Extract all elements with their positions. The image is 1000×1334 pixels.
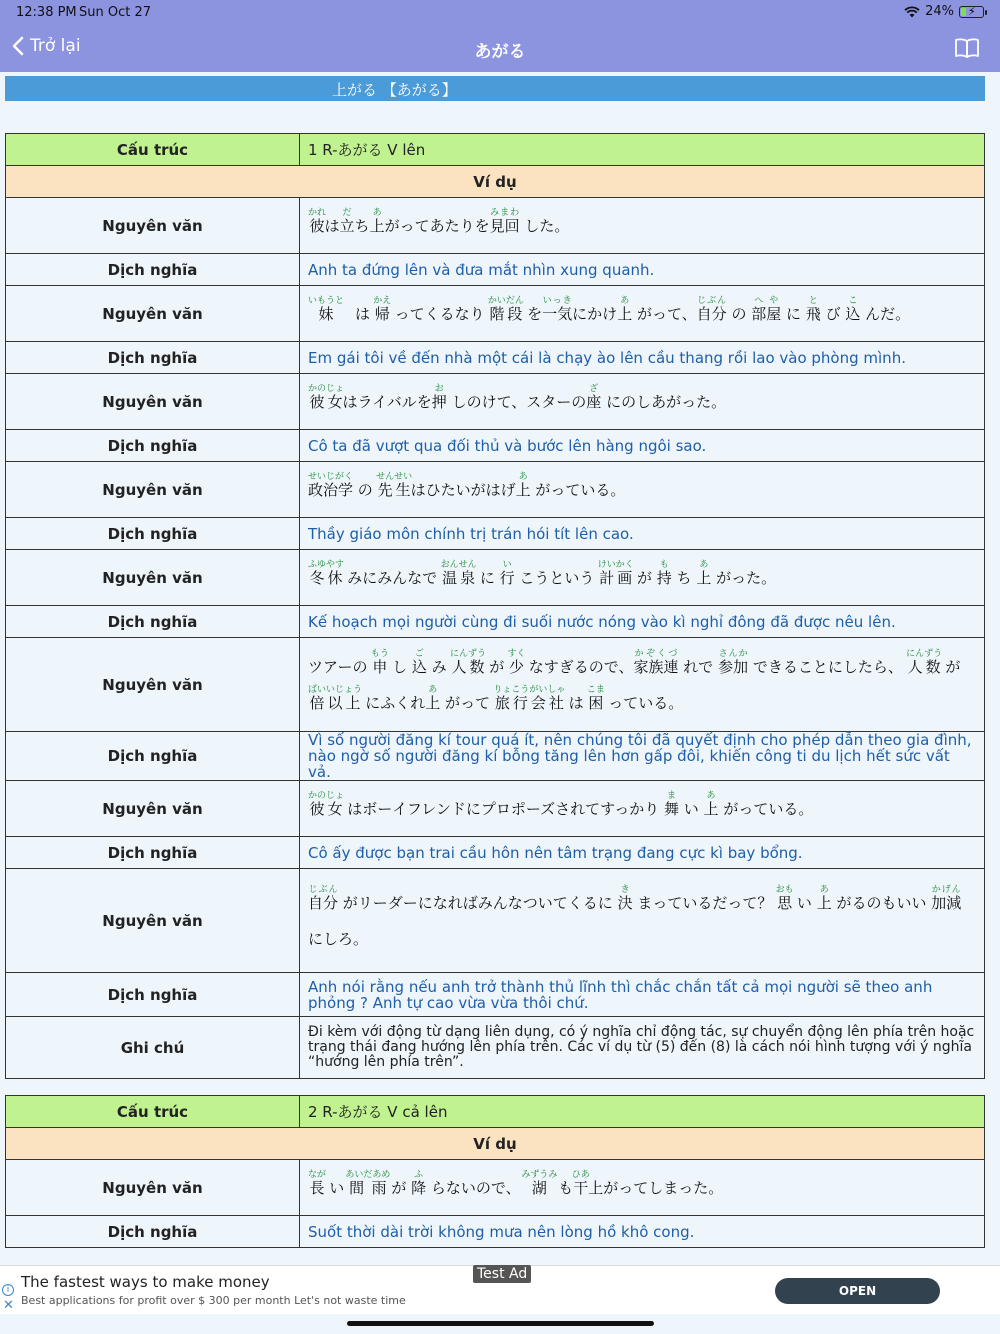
- kanji: 彼: [308, 216, 327, 235]
- furigana: も: [656, 559, 672, 570]
- structure-row: [6, 1096, 985, 1128]
- original-row: [6, 869, 985, 973]
- kanji: 思: [775, 893, 794, 912]
- text-segment: にのしあがった。: [601, 392, 727, 411]
- ruby-word: [308, 295, 345, 323]
- original-text: [300, 374, 985, 430]
- translation-text: Anh ta đứng lên và đưa mắt nhìn xung quanh.: [300, 254, 985, 286]
- kanji: 上: [816, 893, 832, 912]
- ruby-word: [751, 295, 782, 323]
- kanji: 困: [586, 693, 605, 712]
- text-segment: にふくれ: [360, 693, 426, 712]
- furigana: と: [805, 295, 821, 306]
- text-segment: は: [563, 693, 589, 712]
- ruby-word: [308, 684, 363, 712]
- kanji: 見回: [489, 216, 520, 235]
- original-row: [6, 781, 985, 837]
- text-segment: がリーダーになればみんなついてくるに: [338, 893, 618, 912]
- text-segment: はボーイフレンドにプロポーズされてすっかり: [342, 799, 664, 818]
- furigana: こま: [586, 684, 605, 695]
- battery-icon: ⚡: [959, 6, 984, 18]
- ad-open-button[interactable]: OPEN: [775, 1278, 940, 1304]
- furigana: さんか: [718, 648, 749, 659]
- kanji: 人数: [449, 657, 486, 676]
- ruby-word: [586, 684, 605, 712]
- translation-text: Suốt thời dài trời không mưa nên lòng hồ khô cong.: [300, 1216, 985, 1248]
- furigana: かえ: [373, 295, 392, 306]
- translation-label: Dịch nghĩa: [6, 430, 300, 462]
- ruby-word: [489, 207, 520, 235]
- kanji: 旅行会社: [493, 693, 566, 712]
- kanji: 帰: [373, 304, 392, 323]
- translation-text: Kế hoạch mọi người cùng đi suối nước nóng vào kì nghỉ đông đã được nêu lên.: [300, 606, 985, 638]
- translation-text: Em gái tôi về đến nhà một cái là chạy ào lên cầu thang rồi lao vào phòng mình.: [300, 342, 985, 374]
- text-segment: できることにしたら、: [748, 657, 908, 676]
- text-segment: がっている。: [718, 799, 814, 818]
- word-header-text: 上がる 【あがる】: [332, 81, 457, 99]
- text-segment: に: [475, 568, 500, 587]
- kanji: 飛: [805, 304, 821, 323]
- furigana: かのじょ: [308, 790, 345, 801]
- translation-row: [6, 518, 985, 550]
- kanji: 湖: [521, 1178, 558, 1197]
- ruby-word: [499, 559, 515, 587]
- kanji: 降: [411, 1178, 427, 1197]
- original-label: Nguyên văn: [6, 374, 300, 430]
- text-segment: がっている。: [530, 480, 626, 499]
- text-segment: がって、: [632, 304, 697, 323]
- furigana: かいだん: [487, 295, 524, 306]
- furigana: ひあ: [571, 1169, 590, 1180]
- original-text: [300, 462, 985, 518]
- ruby-word: [308, 884, 339, 912]
- ruby-word: [370, 648, 389, 676]
- ruby-word: [521, 1169, 558, 1197]
- kanji: 座: [586, 392, 602, 411]
- text-segment: が: [940, 657, 961, 676]
- kanji: 家族連: [633, 657, 679, 676]
- ad-banner[interactable]: [0, 1265, 1000, 1314]
- original-label: Nguyên văn: [6, 198, 300, 254]
- original-text: [300, 638, 985, 732]
- kanji: 自分: [696, 304, 727, 323]
- kanji: 上: [617, 304, 633, 323]
- furigana: ご: [411, 648, 427, 659]
- kanji: 彼女: [308, 799, 345, 818]
- kanji: 決: [617, 893, 633, 912]
- ruby-word: [411, 648, 427, 676]
- text-segment: らないので、: [426, 1178, 526, 1197]
- kanji: 加減: [931, 893, 962, 912]
- furigana: いもうと: [308, 295, 345, 306]
- furigana: りょこうがいしゃ: [493, 684, 566, 695]
- furigana: なが: [308, 1169, 327, 1180]
- ad-title: The fastest ways to make money: [21, 1273, 270, 1291]
- furigana: すく: [507, 648, 526, 659]
- kanji: 上: [369, 216, 385, 235]
- furigana: だ: [339, 207, 355, 218]
- kanji: 妹: [308, 304, 345, 323]
- ruby-word: [308, 383, 345, 411]
- original-row: [6, 1160, 985, 1216]
- status-date: Sun Oct 27: [79, 5, 152, 20]
- kanji: 上: [696, 568, 712, 587]
- text-segment: が: [386, 1178, 412, 1197]
- structure-label: Cấu trúc: [6, 1096, 300, 1128]
- kanji: 申: [370, 657, 389, 676]
- ruby-word: [308, 471, 354, 499]
- kanji: 間雨: [345, 1178, 391, 1197]
- kanji: 立: [339, 216, 355, 235]
- original-label: Nguyên văn: [6, 869, 300, 973]
- original-label: Nguyên văn: [6, 550, 300, 606]
- nav-bar: [0, 24, 1000, 72]
- original-row: [6, 462, 985, 518]
- ruby-word: [718, 648, 749, 676]
- original-row: [6, 374, 985, 430]
- ad-test-tag: Test Ad: [473, 1265, 531, 1283]
- furigana: あ: [696, 559, 712, 570]
- original-row: [6, 550, 985, 606]
- ruby-word: [633, 648, 679, 676]
- translation-text: Thầy giáo môn chính trị trán hói tít lên cao.: [300, 518, 985, 550]
- translation-row: [6, 1216, 985, 1248]
- original-row: [6, 638, 985, 732]
- original-label: Nguyên văn: [6, 286, 300, 342]
- text-segment: の: [726, 304, 752, 323]
- ruby-word: [571, 1169, 590, 1197]
- ruby-word: [663, 790, 679, 818]
- furigana: ふゆやす: [308, 559, 345, 570]
- text-segment: なすぎるので、: [524, 657, 634, 676]
- examples-header-row: [6, 166, 985, 198]
- kanji: 階段: [487, 304, 524, 323]
- furigana: かのじょ: [308, 383, 345, 394]
- kanji: 押: [431, 392, 447, 411]
- kanji: 人数: [906, 657, 943, 676]
- battery-level: [961, 8, 966, 16]
- info-icon[interactable]: i: [2, 1284, 14, 1296]
- ruby-word: [617, 884, 633, 912]
- status-bar: [0, 0, 1000, 24]
- text-segment: がった。: [711, 568, 777, 587]
- kanji: 冬休: [308, 568, 345, 587]
- original-text: [300, 1160, 985, 1216]
- ruby-word: [542, 295, 573, 323]
- translation-label: Dịch nghĩa: [6, 606, 300, 638]
- furigana: あ: [425, 684, 441, 695]
- kanji: 一気: [542, 304, 573, 323]
- translation-row: [6, 254, 985, 286]
- kanji: 少: [507, 657, 526, 676]
- ruby-word: [308, 559, 345, 587]
- text-segment: まっているだって？: [632, 893, 778, 912]
- translation-label: Dịch nghĩa: [6, 973, 300, 1017]
- translation-label: Dịch nghĩa: [6, 254, 300, 286]
- kanji: 部屋: [751, 304, 782, 323]
- original-label: Nguyên văn: [6, 781, 300, 837]
- furigana: あ: [703, 790, 719, 801]
- ruby-word: [515, 471, 531, 499]
- text-segment: んだ。: [860, 304, 911, 323]
- ruby-word: [816, 884, 832, 912]
- text-segment: が: [484, 657, 510, 676]
- furigana: ざ: [586, 383, 602, 394]
- ruby-word: [845, 295, 861, 323]
- examples-header-row: [6, 1128, 985, 1160]
- ruby-word: [425, 684, 441, 712]
- text-segment: にかけ: [572, 304, 618, 323]
- ruby-word: [308, 1169, 327, 1197]
- note-text: Đi kèm với động từ dạng liên dụng, có ý nghĩa chỉ động tác, sự chuyển động lên phía trên hoặc trạng thái đang hướng lên phía trên. Các ví dụ từ (5) đến (8) là cách nói hình tượng với ý nghĩa “hướng lên phía trên”.: [300, 1017, 985, 1079]
- text-segment: こうという: [514, 568, 600, 587]
- furigana: ばいいじょう: [308, 684, 363, 695]
- furigana: こ: [845, 295, 861, 306]
- ruby-word: [931, 884, 962, 912]
- furigana: い: [499, 559, 515, 570]
- furigana: にんずう: [906, 648, 943, 659]
- ruby-word: [308, 790, 345, 818]
- kanji: 参加: [718, 657, 749, 676]
- content-area[interactable]: [0, 72, 1000, 1265]
- back-label: Trở lại: [30, 36, 81, 56]
- note-label: Ghi chú: [6, 1017, 300, 1079]
- translation-row: [6, 342, 985, 374]
- text-segment: に: [781, 304, 806, 323]
- furigana: じぶん: [308, 884, 339, 895]
- translation-row: [6, 973, 985, 1017]
- furigana: おんせん: [440, 559, 477, 570]
- structure-label: Cấu trúc: [6, 134, 300, 166]
- kanji: 持: [656, 568, 672, 587]
- kanji: 込: [411, 657, 427, 676]
- furigana: みまわ: [489, 207, 520, 218]
- ruby-word: [440, 559, 477, 587]
- text-segment: がるのもいい: [831, 893, 932, 912]
- kanji: 長: [308, 1178, 327, 1197]
- text-segment: を: [522, 304, 543, 323]
- ruby-word: [493, 684, 566, 712]
- furigana: にんずう: [449, 648, 486, 659]
- kanji: 倍以上: [308, 693, 363, 712]
- wifi-icon: [904, 6, 920, 18]
- text-segment: っている。: [603, 693, 684, 712]
- text-segment: い: [324, 1178, 350, 1197]
- furigana: けいかく: [597, 559, 634, 570]
- ruby-word: [703, 790, 719, 818]
- furigana: かげん: [931, 884, 962, 895]
- original-label: Nguyên văn: [6, 1160, 300, 1216]
- original-row: [6, 286, 985, 342]
- original-text: [300, 550, 985, 606]
- text-segment: び: [820, 304, 846, 323]
- ruby-word: [597, 559, 634, 587]
- furigana: おも: [775, 884, 794, 895]
- page-title: あがる: [474, 42, 526, 62]
- ruby-word: [376, 471, 413, 499]
- close-icon[interactable]: ✕: [3, 1298, 14, 1313]
- furigana: せんせい: [376, 471, 413, 482]
- ruby-word: [345, 1169, 391, 1197]
- translation-text: Vì số người đăng kí tour quá ít, nên chúng tôi đã quyết định cho phép dẫn theo gia đình, nào ngờ số người đăng kí bỗng tăng lên hơn gấp đôi, khiến công ti du lịch hết sức vất vả.: [300, 732, 985, 781]
- original-label: Nguyên văn: [6, 638, 300, 732]
- text-segment: しのけて、スターの: [446, 392, 587, 411]
- translation-label: Dịch nghĩa: [6, 342, 300, 374]
- ruby-word: [373, 295, 392, 323]
- text-segment: ち: [671, 568, 697, 587]
- structure-value: 2 R-あがる V cả lên: [300, 1096, 985, 1128]
- kanji: 舞: [663, 799, 679, 818]
- text-segment: ち: [354, 216, 370, 235]
- furigana: ま: [663, 790, 679, 801]
- translation-row: [6, 430, 985, 462]
- text-segment: し: [387, 657, 412, 676]
- text-segment: ツアーの: [308, 657, 373, 676]
- kanji: 上: [425, 693, 441, 712]
- kanji: 温泉: [440, 568, 477, 587]
- furigana: あいだあめ: [345, 1169, 391, 1180]
- original-text: [300, 198, 985, 254]
- furigana: かれ: [308, 207, 327, 218]
- furigana: お: [431, 383, 447, 394]
- text-segment: がってあたりを: [384, 216, 490, 235]
- structure-row: [6, 134, 985, 166]
- kanji: 彼女: [308, 392, 345, 411]
- ruby-word: [656, 559, 672, 587]
- examples-header: Ví dụ: [6, 166, 985, 198]
- text-segment: みにみんなで: [342, 568, 443, 587]
- kanji: 干: [571, 1178, 590, 1197]
- kanji: 自分: [308, 893, 339, 912]
- furigana: せいじがく: [308, 471, 354, 482]
- ruby-word: [586, 383, 602, 411]
- ruby-word: [308, 207, 327, 235]
- ruby-word: [805, 295, 821, 323]
- kanji: 計画: [597, 568, 634, 587]
- text-segment: い: [679, 799, 704, 818]
- furigana: へや: [751, 295, 782, 306]
- text-segment: も: [553, 1178, 574, 1197]
- translation-row: [6, 606, 985, 638]
- text-segment: はひたいがはげ: [410, 480, 516, 499]
- ruby-word: [906, 648, 943, 676]
- text-segment: が: [632, 568, 657, 587]
- ruby-word: [696, 559, 712, 587]
- furigana: ふ: [411, 1169, 427, 1180]
- ruby-word: [696, 295, 727, 323]
- furigana: じぶん: [696, 295, 727, 306]
- structure-value: 1 R-あがる V lên: [300, 134, 985, 166]
- ruby-word: [617, 295, 633, 323]
- examples-header: Ví dụ: [6, 1128, 985, 1160]
- text-segment: は: [340, 304, 375, 323]
- kanji: 行: [499, 568, 515, 587]
- translation-label: Dịch nghĩa: [6, 837, 300, 869]
- original-label: Nguyên văn: [6, 462, 300, 518]
- text-segment: れで: [678, 657, 719, 676]
- text-segment: い: [792, 893, 817, 912]
- grammar-block: [5, 1095, 985, 1248]
- grammar-block: [5, 133, 985, 1079]
- original-text: [300, 286, 985, 342]
- ruby-word: [369, 207, 385, 235]
- furigana: みずうみ: [521, 1169, 558, 1180]
- translation-row: [6, 837, 985, 869]
- ruby-word: [339, 207, 355, 235]
- kanji: 上: [515, 480, 531, 499]
- ruby-word: [449, 648, 486, 676]
- text-segment: にしろ。: [308, 929, 369, 948]
- furigana: かぞくづ: [633, 648, 679, 659]
- ad-subtitle: Best applications for profit over $ 300 per month Let's not waste time: [21, 1294, 406, 1307]
- word-header: [5, 76, 985, 101]
- battery-percent: 24%: [925, 4, 954, 19]
- note-row: [6, 1017, 985, 1079]
- text-segment: 上がってしまった。: [588, 1178, 724, 1197]
- kanji: 上: [703, 799, 719, 818]
- furigana: もう: [370, 648, 389, 659]
- furigana: いっき: [542, 295, 573, 306]
- furigana: あ: [369, 207, 385, 218]
- kanji: 政治学: [308, 480, 354, 499]
- status-right: [904, 4, 984, 19]
- text-segment: した。: [519, 216, 570, 235]
- text-segment: はライバルを: [342, 392, 432, 411]
- ruby-word: [775, 884, 794, 912]
- translation-text: Anh nói rằng nếu anh trở thành thủ lĩnh thì chắc chắn tất cả mọi người sẽ theo anh phỏng ? Anh tự cao vừa vừa thôi chứ.: [300, 973, 985, 1017]
- book-icon[interactable]: [954, 37, 980, 59]
- translation-label: Dịch nghĩa: [6, 518, 300, 550]
- furigana: き: [617, 884, 633, 895]
- translation-text: Cô ấy được bạn trai cầu hôn nên tâm trạng đang cực kì bay bổng.: [300, 837, 985, 869]
- original-text: [300, 869, 985, 973]
- furigana: あ: [816, 884, 832, 895]
- furigana: あ: [515, 471, 531, 482]
- ruby-word: [487, 295, 524, 323]
- ruby-word: [431, 383, 447, 411]
- kanji: 込: [845, 304, 861, 323]
- status-time: 12:38 PM: [16, 5, 77, 20]
- text-segment: は: [324, 216, 340, 235]
- home-indicator: [347, 1321, 654, 1326]
- text-segment: がって: [440, 693, 495, 712]
- furigana: あ: [617, 295, 633, 306]
- translation-text: Cô ta đã vượt qua đối thủ và bước lên hàng ngôi sao.: [300, 430, 985, 462]
- original-text: [300, 781, 985, 837]
- translation-label: Dịch nghĩa: [6, 1216, 300, 1248]
- ruby-word: [507, 648, 526, 676]
- text-segment: ってくるなり: [389, 304, 490, 323]
- kanji: 先生: [376, 480, 413, 499]
- translation-row: [6, 732, 985, 781]
- ruby-word: [411, 1169, 427, 1197]
- translation-label: Dịch nghĩa: [6, 732, 300, 781]
- original-row: [6, 198, 985, 254]
- text-segment: の: [353, 480, 378, 499]
- text-segment: み: [426, 657, 452, 676]
